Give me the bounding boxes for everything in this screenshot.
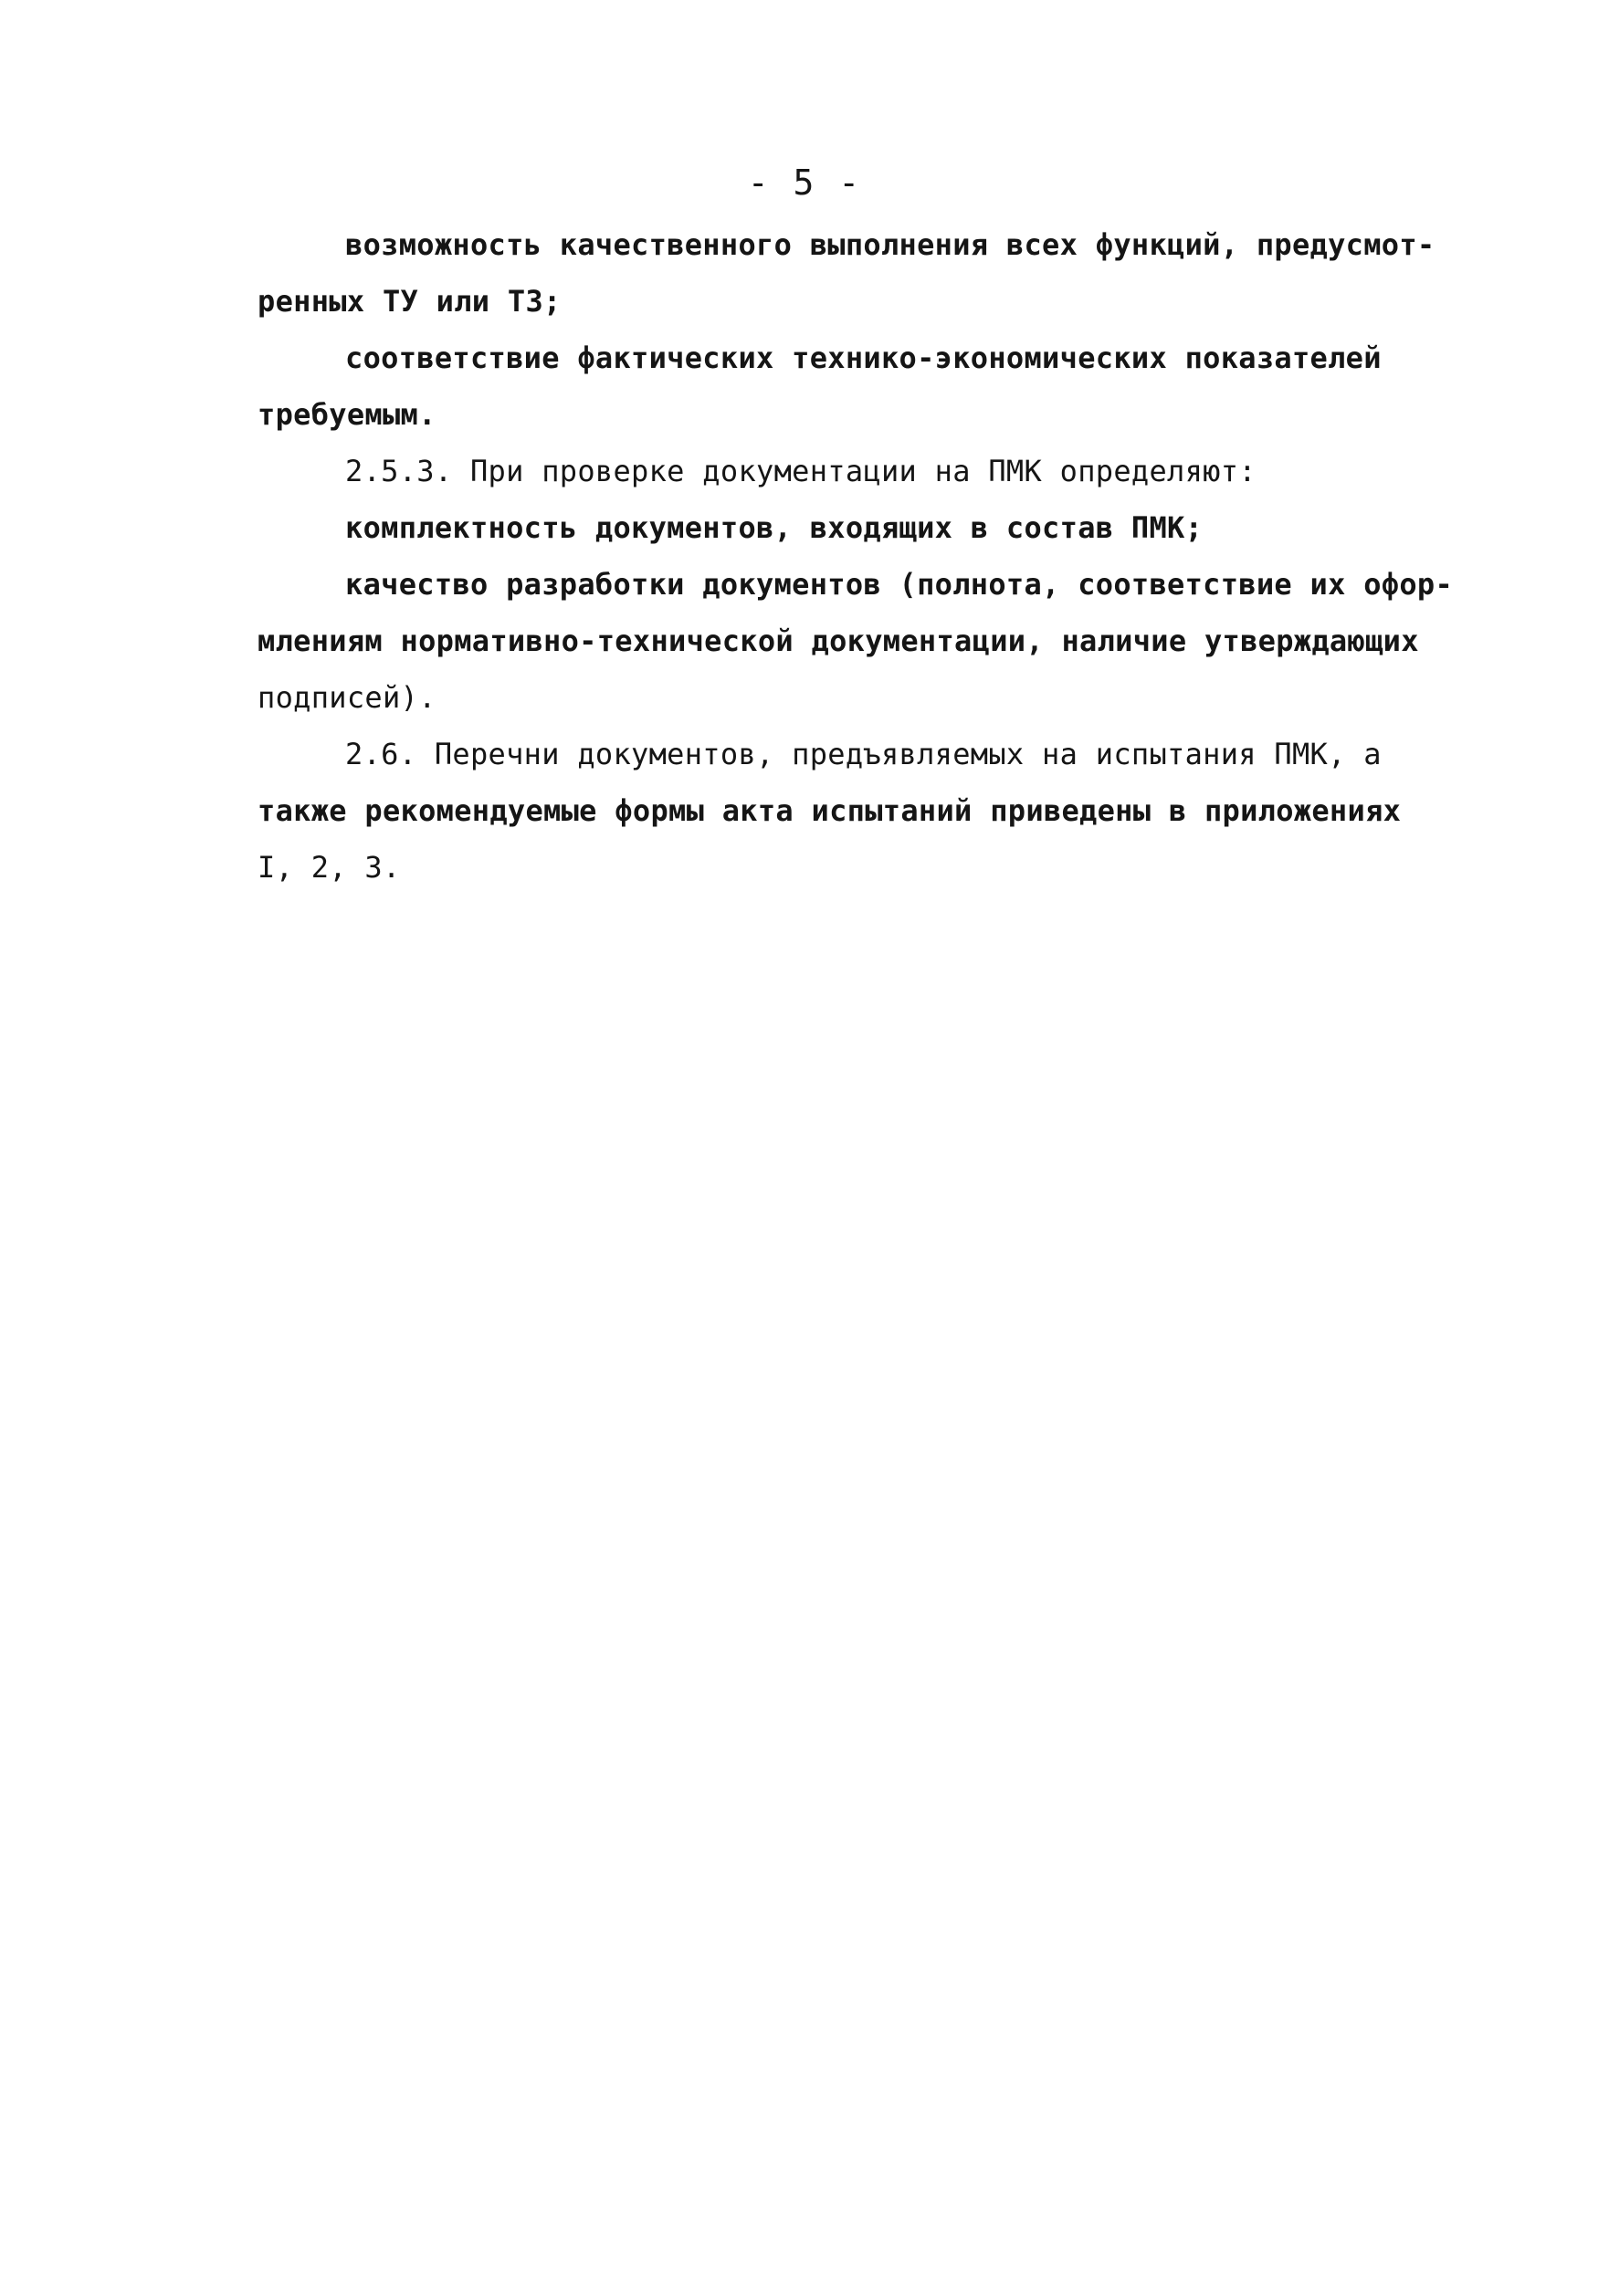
text-line: млениям нормативно-технической документации, наличие утверждающих	[258, 624, 1419, 658]
text-line: комплектность документов, входящих в состав ПМК;	[345, 510, 1204, 545]
text-line: также рекомендуемые формы акта испытаний приведены в приложениях	[258, 793, 1402, 828]
text-line: 2.5.3. При проверке документации на ПМК определяют:	[345, 454, 1257, 488]
text-line: подписей).	[258, 680, 436, 715]
page-number: - 5 -	[747, 163, 862, 203]
text-line: ренных ТУ или ТЗ;	[258, 284, 562, 319]
text-line: I, 2, 3.	[258, 850, 401, 885]
text-line: возможность качественного выполнения всех функций, предусмот-	[345, 227, 1435, 262]
text-line: 2.6. Перечни документов, предъявляемых на испытания ПМК, а	[345, 737, 1382, 771]
text-line: требуемым.	[258, 397, 436, 432]
text-line: качество разработки документов (полнота, соответствие их офор-	[345, 567, 1454, 602]
text-line: соответствие фактических технико-экономических показателей	[345, 341, 1382, 375]
